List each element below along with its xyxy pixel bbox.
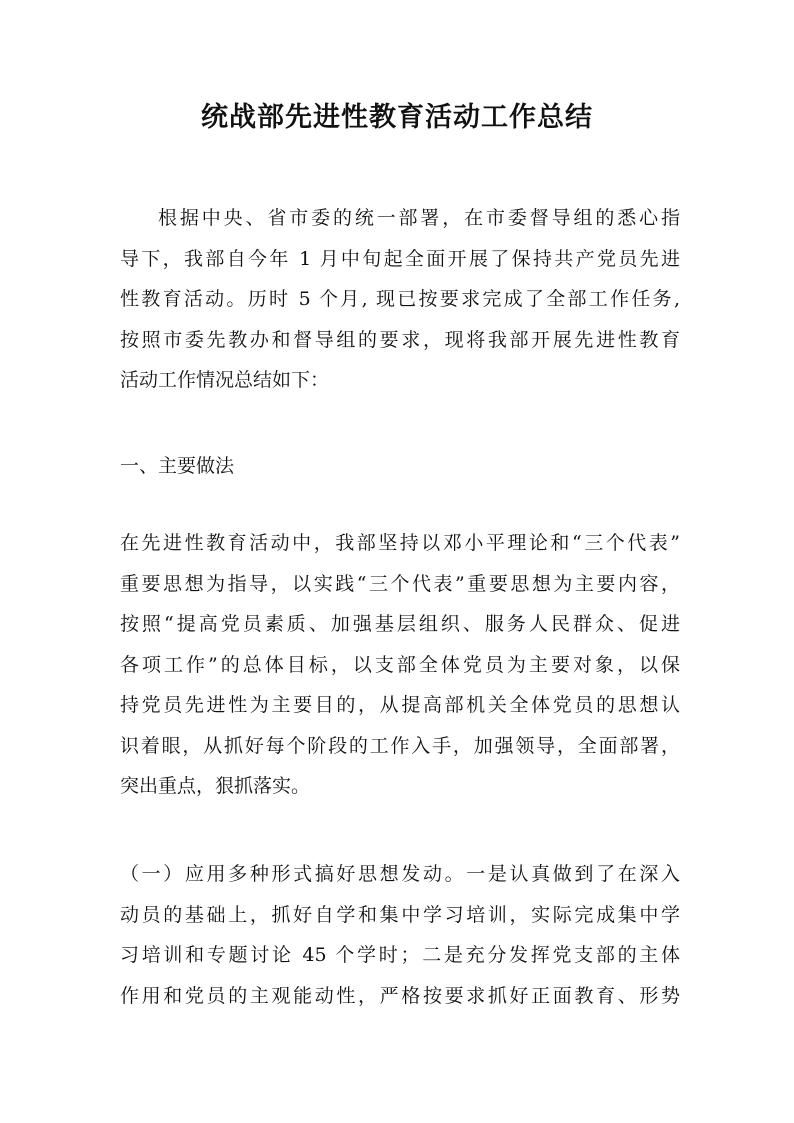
paragraph-line: 动员的基础上，抓好自学和集中学习培训，实际完成集中学 [120,903,680,926]
paragraph-line: 持党员先进性为主要目的，从提高部机关全体党员的思想认 [120,694,680,716]
paragraph-line: 作用和党员的主观能动性，严格按要求抓好正面教育、形势 [120,984,680,1007]
intro-paragraph [120,198,680,401]
paragraph-line: （一）应用多种形式搞好思想发动。一是认真做到了在深入 [120,863,680,885]
paragraph-line: 突出重点，狠抓落实。 [120,775,311,797]
paragraph-line: 在先进性教育活动中，我部坚持以邓小平理论和“三个代表” [120,532,680,554]
body-paragraph [120,523,680,807]
document-title: 统战部先进性教育活动工作总结 [201,102,593,133]
paragraph-line: 性教育活动。历时 5 个月, 现已按要求完成了全部工作任务, [120,288,680,310]
paragraph-line: 各项工作”的总体目标，以支部全体党员为主要对象，以保 [120,653,680,676]
paragraph-line: 重要思想为指导，以实践“三个代表”重要思想为主要内容， [120,572,680,595]
paragraph-line: 按照“提高党员素质、加强基层组织、服务人民群众、促进 [120,613,680,635]
paragraph-line: 识着眼，从抓好每个阶段的工作入手，加强领导，全面部署， [120,734,680,757]
paragraph-line: 活动工作情况总结如下： [120,369,330,391]
paragraph-line: 习培训和专题讨论 45 个学时；二是充分发挥党支部的主体 [120,944,680,966]
paragraph-line: 导下，我部自今年 1 月中旬起全面开展了保持共产党员先进 [120,247,680,270]
subsection-paragraph [120,854,680,1016]
section-heading-text: 一、主要做法 [120,455,235,477]
section-heading [120,446,680,487]
paragraph-line: 根据中央、省市委的统一部署，在市委督导组的悉心指 [158,207,680,229]
paragraph-line: 按照市委先教办和督导组的要求，现将我部开展先进性教育 [120,328,680,351]
